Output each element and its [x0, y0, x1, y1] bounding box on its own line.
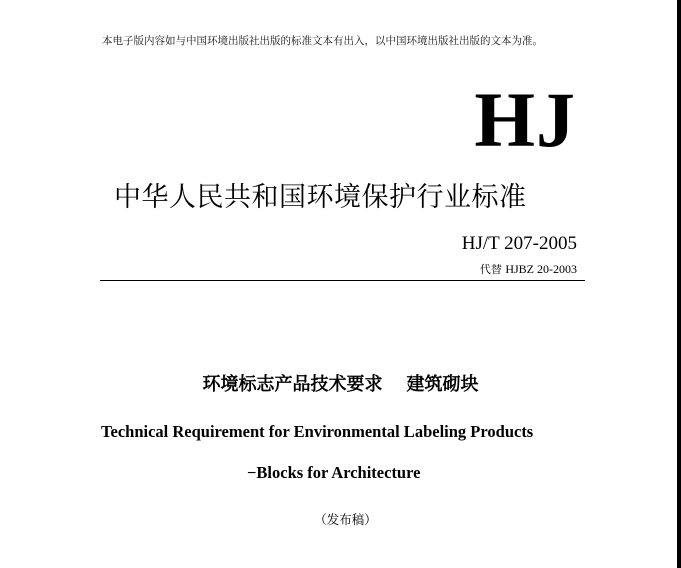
chinese-title-sub: 建筑砌块 — [406, 374, 479, 395]
chinese-title-main: 环境标志产品技术要求 — [202, 374, 383, 395]
hj-logo: HJ — [474, 76, 576, 163]
replaces-line — [480, 262, 577, 277]
page-edge — [677, 0, 681, 568]
chinese-title — [0, 372, 681, 398]
english-title-line-1: Technical Requirement for Environmental Labeling Products — [101, 422, 534, 441]
replaced-standard-code: HJBZ 20-2003 — [505, 262, 577, 276]
standard-number: HJ/T 207-2005 — [461, 233, 577, 254]
english-title-line-2: −Blocks for Architecture — [247, 463, 421, 482]
replaces-label: 代替 — [479, 263, 502, 276]
header-divider — [100, 280, 585, 281]
electronic-version-notice: 本电子版内容如与中国环境出版社出版的标准文本有出入，以中国环境出版社出版的文本为准。 — [102, 35, 543, 47]
standard-category-title: 中华人民共和国环境保护行业标准 — [114, 182, 527, 213]
draft-status: （发布稿） — [314, 512, 377, 527]
